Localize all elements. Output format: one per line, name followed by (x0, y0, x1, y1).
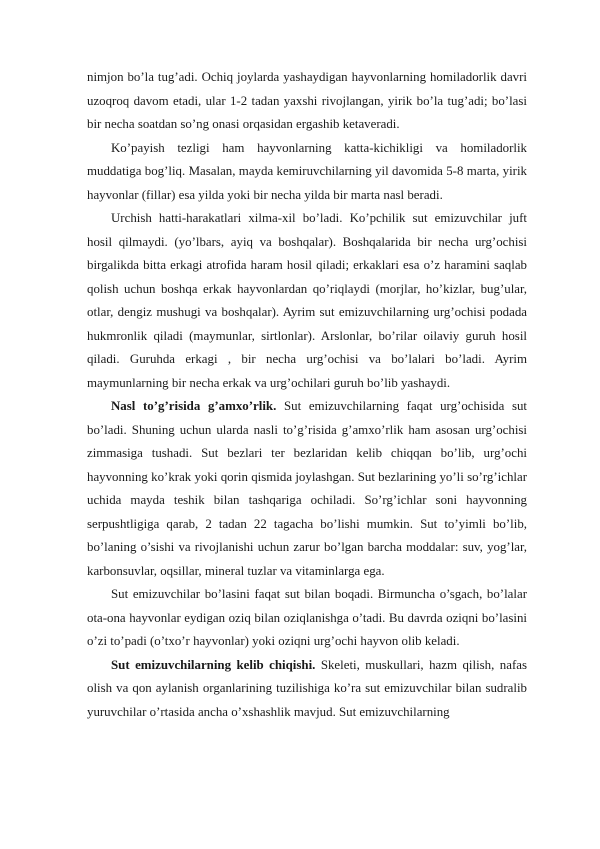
paragraph-6-text: Skeleti, muskullari, hazm qilish, nafas olish va qon aylanish organlarining tuzilishiga ko’ra sut emizuvchilar bilan sudralib yuruvchilar o’rtasida ancha o’xshashlik mavjud. Sut emizuvchilarning (87, 657, 527, 719)
document-page (87, 66, 527, 724)
paragraph-3 (87, 207, 527, 395)
paragraph-1 (87, 66, 527, 137)
paragraph-6-heading: Sut emizuvchilarning kelib chiqishi. (111, 657, 316, 672)
paragraph-1-text: nimjon bo’la tug’adi. Ochiq joylarda yashaydigan hayvonlarning homiladorlik davri uzoqroq davom etadi, ular 1-2 tadan yaxshi rivojlangan, yirik bo’la tug’adi; bo’lasi bir necha soatdan so’ng onasi orqasidan ergashib ketaveradi. (87, 70, 527, 131)
paragraph-4-text: Sut emizuvchilarning faqat urg’ochisida sut bo’ladi. Shuning uchun ularda nasli to’g’risida g’amxo’rlik ham asosan urg’ochisi zimmasiga tushadi. Sut bezlari ter bezlaridan kelib chiqqan bo’lib, urg’ochi hayvonning ko’krak yoki qorin qismida joylashgan. Sut bezlarining yo’li so’rg’ichlar uchida mayda teshik bilan tashqariga ochiladi. So’rg’ichlar soni hayvonning serpushtligiga qarab, 2 tadan 22 tagacha bo’lishi mumkin. Sut to’yimli bo’lib, bo’laning o’sishi va rivojlanishi uchun zarur bo’lgan barcha moddalar: suv, yog’lar, karbonsuvlar, oqsillar, mineral tuzlar va vitaminlarga ega. (87, 399, 527, 578)
paragraph-4 (87, 395, 527, 583)
paragraph-5-text: Sut emizuvchilar bo’lasini faqat sut bilan boqadi. Birmuncha o’sgach, bo’lalar ota-ona hayvonlar eydigan oziq bilan oziqlanishga o’tadi. Bu davrda oziqni bo’lasini o’zi to’padi (o’txo’r hayvonlar) yoki oziqni urg’ochi hayvon olib keladi. (87, 587, 527, 648)
paragraph-6 (87, 654, 527, 725)
paragraph-3-text: Urchish hatti-harakatlari xilma-xil bo’ladi. Ko’pchilik sut emizuvchilar juft hosil qilmaydi. (yo’lbars, ayiq va boshqalar). Boshqalarida bir necha urg’ochisi birgalikda bitta erkagi atrofida haram hosil qiladi; erkaklari esa o’z haramini saqlab qolish uchun boshqa erkak hayvonlardan qo’riqlaydi (morjlar, ho’kizlar, bug’ular, otlar, dengiz mushugi va boshqalar). Ayrim sut emizuvchilarning urg’ochisi podada hukmronlik qiladi (maymunlar, sirtlonlar). Arslonlar, bo’rilar oilaviy guruh hosil qiladi. Guruhda erkagi , bir necha urg’ochisi va bo’lalari bo’ladi. Ayrim maymunlarning bir necha erkak va urg’ochilari guruh bo’lib yashaydi. (87, 211, 527, 390)
paragraph-2-text: Ko’payish tezligi ham hayvonlarning katta-kichikligi va homiladorlik muddatiga bog’liq. Masalan, mayda kemiruvchilarning yil davomida 5-8 marta, yirik hayvonlar (fillar) esa yilda yoki bir necha yilda bir marta nasl beradi. (87, 140, 527, 202)
paragraph-4-heading: Nasl to’g’risida g’amxo’rlik. (111, 399, 277, 413)
paragraph-2 (87, 137, 527, 208)
paragraph-5 (87, 583, 527, 654)
